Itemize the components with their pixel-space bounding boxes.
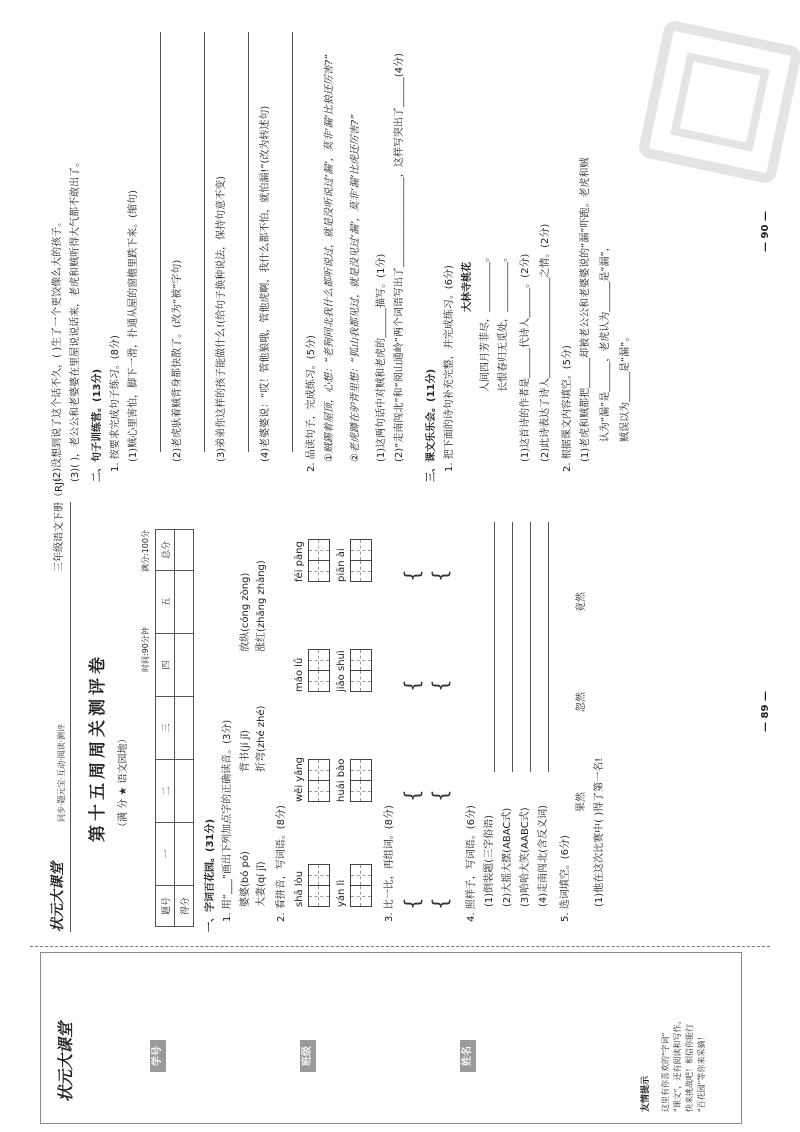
binding-strip xyxy=(40,952,742,1124)
label-class: 班级 xyxy=(300,1040,316,1072)
s2-q2-item-1: (1)这两句话中对贼和老虎的______描写。(1分) xyxy=(376,253,387,462)
s3-q2-item-2: 认为“漏”是______，老虎认为______是“漏”， xyxy=(600,241,611,442)
s2-item-2: (2)老虎驮着贼背身都快散了。(改为“被”字句) xyxy=(172,259,183,462)
answer-line[interactable] xyxy=(548,522,549,772)
q1-item: 婆婆(bó pó) xyxy=(240,851,251,907)
brace: { xyxy=(428,679,452,692)
sidebar-logo: 状元大课堂 xyxy=(56,1021,75,1102)
brace: { xyxy=(400,679,424,692)
s2-item-3: (3)弟弟你这样的孩子能做什么!(给句子换种说法，保持句意不变) xyxy=(216,176,227,462)
writing-box[interactable] xyxy=(308,560,330,582)
s2-q2-item-2: (2)“走南闯北”和“阅山通岭”两个词语写出了__________________，这样写突出了______(4分) xyxy=(394,52,405,462)
grade-label: 三年级语文下册（RJ） xyxy=(54,472,65,572)
brace: { xyxy=(400,789,424,802)
score-cell[interactable] xyxy=(175,823,194,886)
q5-prompt: 5. 选词填空。(6分) xyxy=(560,835,571,922)
score-row-header xyxy=(156,530,175,927)
q4-item: (4)走南闯北(含反义词) xyxy=(538,805,549,907)
pinyin: jiāo shuì xyxy=(336,650,347,692)
writing-box[interactable] xyxy=(350,560,372,582)
score-table xyxy=(155,529,194,927)
exam-full-score: 满分:100分 xyxy=(141,530,150,572)
q3-prompt: 3. 比一比，再组词。(8分) xyxy=(384,805,395,922)
exam-subtitle: （满 分 ★ 语文园地） xyxy=(118,733,129,832)
q4-item: (3)哈哈大笑(AABC式) xyxy=(520,807,531,907)
q1-prompt: 1. 用“___”画出下列加点字的正确读音。(3分) xyxy=(222,719,233,922)
q1-item: 折弯(zhé zhé) xyxy=(256,705,267,772)
exam-time: 时间:90分钟 xyxy=(141,627,150,672)
score-cell[interactable] xyxy=(175,634,194,697)
writing-box[interactable] xyxy=(308,885,330,907)
answer-line[interactable] xyxy=(204,32,205,452)
s2-q2-passage-b: ②老虎蹲在驴背里想：“狐山我都见过，就是没见过‘漏’，莫非‘漏’比虎还厉害?” xyxy=(350,114,361,462)
score-cell: 二 xyxy=(156,760,175,823)
pinyin: shā lòu xyxy=(294,870,305,907)
q5-item-1: (1)他在这次比赛中( )得了第一名! xyxy=(594,757,605,907)
s3-q1-prompt: 1. 把下面的诗句补充完整，并完成练习。(6分) xyxy=(444,265,455,472)
score-cell: 得分 xyxy=(175,886,194,927)
score-cell: 总分 xyxy=(156,530,175,571)
s3-q2-prompt: 2. 根据课文内容填空。(5分) xyxy=(562,345,573,472)
writing-box[interactable] xyxy=(308,759,330,781)
exam-title: 第十五周周关测评卷 xyxy=(88,653,108,842)
poem-line-2: 长恨春归无觅处，__________。 xyxy=(498,252,509,392)
s2-q2-prompt: 2. 品读句子，完成练习。(5分) xyxy=(306,335,317,472)
poem-line-1: 人间四月芳菲尽，__________。 xyxy=(480,252,491,392)
q4-prompt: 4. 照样子，写词语。(6分) xyxy=(466,805,477,922)
s2-item-1: (1)贼心里害怕，脚下一滑，扑通从屋的窗檐里跌下来。(缩句) xyxy=(128,190,139,462)
brace: { xyxy=(400,569,424,582)
q5-word: 果然 xyxy=(576,792,587,812)
writing-box[interactable] xyxy=(350,649,372,671)
label-name: 姓名 xyxy=(460,1040,476,1072)
writing-box[interactable] xyxy=(350,539,372,561)
tip-line-3: 快来挑战吧！相信你能行 xyxy=(685,1024,694,1112)
pinyin: máo lǘ xyxy=(294,657,305,692)
header-rule xyxy=(70,502,71,932)
s2-q2-passage-a: ①贼踢着屋顶，心想：“老狗同北我什么都听说过，就是没听说过‘漏’，莫非‘漏’比狼还厉害?” xyxy=(324,54,335,462)
tip-line-1: 这里有你喜欢的"字词" xyxy=(661,1032,670,1112)
writing-box[interactable] xyxy=(350,780,372,802)
score-cell[interactable] xyxy=(175,571,194,634)
q5-word: 忽然 xyxy=(576,692,587,712)
s3-item-2: (2)此诗表达了诗人____________________之情。(2分) xyxy=(540,223,551,462)
s3-item-1: (1)这首诗的作者是______代诗人______。(2分) xyxy=(520,253,531,462)
s3-q2-item-1: (1)老虎和贼都把______却被老公公和老婆婆说的“漏”吓跑。老虎和贼 xyxy=(580,157,591,462)
q2-prompt: 2. 看拼音，写词语。(8分) xyxy=(276,805,287,922)
right-line-1: (2)没想到说了这个话不久，( )生了一个更饺像么大的孩子。 xyxy=(52,216,63,482)
pinyin: wěi yǎng xyxy=(294,756,305,802)
brace: { xyxy=(428,789,452,802)
s2-item-4: (4)老婆婆说：“哎！管他狼哦，管他虎啊，我什么都不怕，就怕漏!”(改为转述句) xyxy=(260,105,271,462)
cut-line xyxy=(30,946,770,947)
writing-box[interactable] xyxy=(350,670,372,692)
s3-q2-item-3: 贼误以为______是“漏”。 xyxy=(620,331,631,442)
page-number-right: — 90 — xyxy=(760,211,771,252)
q5-word: 竟然 xyxy=(576,592,587,612)
score-cell: 一 xyxy=(156,823,175,886)
brace: { xyxy=(428,897,452,910)
q1-item: 放纵(cóng zòng) xyxy=(240,572,251,652)
poem-title: 大林寺桃花 xyxy=(462,262,473,312)
pinyin: yán lì xyxy=(336,879,347,907)
writing-box[interactable] xyxy=(308,780,330,802)
series-note: 同步·题元宝·互动·阅读·测评 xyxy=(57,723,66,822)
q1-item: 大妻(qí jǐ) xyxy=(256,861,267,907)
score-cell[interactable] xyxy=(175,530,194,571)
answer-line[interactable] xyxy=(160,32,161,452)
brace: { xyxy=(428,569,452,582)
brand-logo: 状元大课堂 xyxy=(50,862,66,932)
writing-box[interactable] xyxy=(350,864,372,886)
pinyin: féi pàng xyxy=(294,541,305,582)
score-cell: 题号 xyxy=(156,886,175,927)
answer-line[interactable] xyxy=(512,522,513,772)
score-cell[interactable] xyxy=(175,697,194,760)
pinyin: huái bào xyxy=(336,758,347,802)
stamp-seal xyxy=(637,19,800,185)
writing-box[interactable] xyxy=(350,885,372,907)
q1-item: 背书(jí jǐ) xyxy=(240,729,251,772)
answer-line[interactable] xyxy=(494,522,495,772)
section2-heading: 二、句子训练营。(13分) xyxy=(92,368,103,482)
score-cell: 五 xyxy=(156,571,175,634)
writing-box[interactable] xyxy=(308,539,330,561)
q4-item: (2)大摇大摆(ABAC式) xyxy=(502,807,513,907)
score-row-values xyxy=(175,530,194,927)
section1-heading: 一、字词百花园。(31分) xyxy=(205,818,216,932)
score-cell: 四 xyxy=(156,634,175,697)
q4-item: (1)倒装题(三字俗语) xyxy=(484,815,495,907)
writing-box[interactable] xyxy=(308,864,330,886)
tip-line-4: "百花园"等你来采摘！ xyxy=(697,1032,706,1112)
score-cell[interactable] xyxy=(175,760,194,823)
label-number: 学号 xyxy=(150,1040,166,1072)
writing-box[interactable] xyxy=(350,759,372,781)
page-number-left: — 89 — xyxy=(760,691,771,732)
s2-q1-prompt: 1. 按要求完成句子练习。(8分) xyxy=(110,335,121,472)
right-line-2: (3)( )，老公公和老婆婆在里屋说说话来，老虎和贼听得大气都不敢出了。 xyxy=(70,156,81,482)
tip-line-2: "课文"，还有阅读和写作。 xyxy=(673,1016,682,1112)
answer-line[interactable] xyxy=(248,32,249,452)
writing-box[interactable] xyxy=(308,670,330,692)
tip-heading: 友情提示 xyxy=(641,1075,651,1112)
q1-item: 涨红(zhǎng zhàng) xyxy=(256,560,267,652)
section3-heading: 三、课文乐乐会。(11分) xyxy=(426,368,437,482)
pinyin: piān ài xyxy=(336,548,347,582)
answer-line[interactable] xyxy=(292,32,293,452)
answer-line[interactable] xyxy=(530,522,531,772)
brace: { xyxy=(400,897,424,910)
score-cell: 三 xyxy=(156,697,175,760)
writing-box[interactable] xyxy=(308,649,330,671)
